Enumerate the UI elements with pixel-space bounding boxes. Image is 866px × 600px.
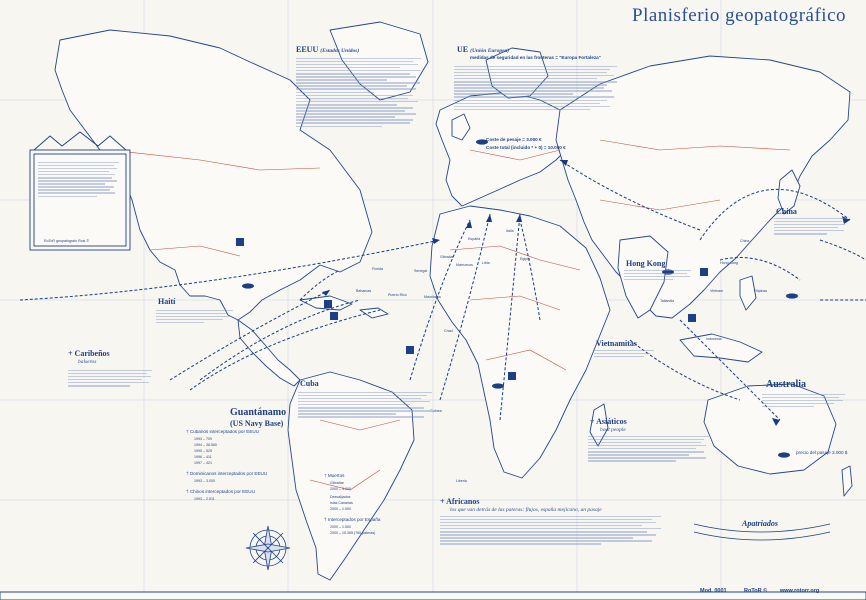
interceptados-line: 2000 – 15.365 (780 pateras)	[330, 531, 376, 535]
australia-fine: precio del pasaje 3.000 $	[796, 450, 848, 455]
haiti-heading: Haití	[158, 297, 176, 306]
place-label: Hong Kong	[720, 261, 738, 265]
eeuu-heading-text: EEUU	[296, 45, 319, 54]
interceptados-heading: † Interceptados por España	[324, 517, 381, 522]
us-legend-heading-1: † Cubanos interceptados por EEUU	[186, 430, 260, 434]
cuba-text-block	[298, 390, 438, 448]
ue-text-block	[454, 64, 624, 136]
guantanamo-heading: Guantánamo	[230, 407, 287, 418]
place-label: Libia	[482, 261, 490, 265]
ue-fine-2: Coste total (incluido * + 0) = 10.000 €	[486, 145, 566, 150]
page-title: Planisferio geopatográfico	[632, 5, 847, 26]
muertos-line: 2000 – 1.500	[330, 507, 351, 511]
place-label: Liberia	[456, 479, 467, 483]
place-label: Bahamas	[356, 289, 372, 293]
africanos-heading: + Africanos	[440, 497, 480, 506]
muertos-line: Gibraltar	[330, 481, 344, 485]
australia-text-block	[762, 392, 848, 426]
africanos-sub: los que van detrás de las pateras: flujos, españa mejicano, un pasaje	[450, 507, 602, 513]
place-label: Tailandia	[660, 299, 675, 303]
apatriados-label: Apatriados	[742, 519, 779, 528]
haiti-text-block	[156, 308, 236, 338]
ue-heading-text: UE	[457, 45, 469, 54]
ue-heading	[457, 46, 509, 55]
place-label: Florida	[372, 267, 383, 271]
interceptados-line: 2000 – 1.500	[330, 525, 351, 529]
vietnamitas-text-block	[594, 348, 656, 374]
us-legend-heading-3: † Chinos interceptados por EEUU	[186, 489, 255, 494]
caribenos-text-block	[68, 368, 156, 412]
china-heading: China	[776, 207, 797, 216]
place-label: Mauritania	[424, 295, 441, 299]
antarctica	[0, 592, 866, 600]
place-label: Marruecos	[456, 263, 473, 267]
muertos-line: 2000 – 3.000	[330, 487, 351, 491]
place-label: Chad	[444, 329, 453, 333]
caribenos-heading	[68, 350, 110, 358]
us-legend-row: 1993 – 2.511	[194, 497, 215, 501]
place-label: China	[740, 239, 750, 243]
us-legend-row: 1997 – 421	[194, 461, 212, 465]
place-label: España	[468, 237, 481, 241]
africanos-text-block	[440, 514, 670, 578]
hongkong-text-block	[624, 268, 694, 296]
emblem-text-block	[38, 160, 122, 234]
us-legend	[186, 430, 286, 520]
hongkong-heading: Hong Kong	[626, 259, 666, 268]
us-legend-row: 1995 – 525	[194, 449, 212, 453]
us-legend-row: 1994 – 38.560	[194, 443, 217, 447]
footer-author: RoToR ©	[744, 588, 768, 594]
us-legend-row: 1993 – 709	[194, 437, 212, 441]
asiaticos-heading: + Asiáticos	[590, 417, 627, 426]
vietnamitas-heading: Vietnamitas	[596, 339, 638, 348]
muertos-line: Desvalijados	[330, 495, 351, 499]
place-label: Filipinas	[754, 289, 768, 293]
eeuu-subheading: (Estados Unidos)	[320, 48, 360, 54]
eeuu-text-block	[296, 56, 426, 166]
ue-subheading: (Unión Europea)	[470, 48, 510, 54]
china-text-block	[774, 216, 850, 266]
footer-model: Mod. 0001	[700, 588, 727, 594]
asiaticos-text-block	[588, 434, 714, 494]
asiaticos-sub: boat people	[600, 427, 626, 433]
us-legend-row: 1993 – 3.000	[194, 479, 215, 483]
place-label: Egipto	[520, 257, 531, 261]
australia-heading: Australia	[766, 379, 806, 390]
place-label: Guinea	[430, 409, 442, 413]
emblem-caption: RoToR geopatógrafo Rosi ©	[44, 239, 89, 243]
place-label: Vietnam	[710, 289, 724, 293]
caribenos-heading-text: + Caribeños	[68, 349, 110, 358]
place-label: Italia	[506, 229, 514, 233]
muertos-heading: † Muertos	[324, 474, 345, 478]
place-label: Senegal	[414, 269, 428, 273]
place-label: Gibraltar	[440, 255, 454, 259]
ue-fine-1: Coste de pesaje = 3.000 €	[486, 137, 542, 142]
caribenos-sub: balseros	[78, 359, 97, 365]
eeuu-heading	[296, 46, 359, 55]
place-label: Puerto Rico	[388, 293, 407, 297]
muertos-line: Islas Canarias	[330, 501, 353, 505]
cuba-heading: Cuba	[300, 379, 319, 388]
ue-lead: medidas de seguridad en las fronteras = "Europa Fortaleza"	[470, 55, 601, 60]
footer-site: www.rotorr.org	[780, 588, 820, 594]
place-label: Indonesia	[706, 337, 722, 341]
muertos-legend	[324, 474, 404, 554]
guantanamo-sub: (US Navy Base)	[230, 419, 284, 428]
us-legend-row: 1996 – 411	[194, 455, 212, 459]
us-legend-heading-2: † Dominicanos interceptados por EEUU	[186, 471, 268, 476]
